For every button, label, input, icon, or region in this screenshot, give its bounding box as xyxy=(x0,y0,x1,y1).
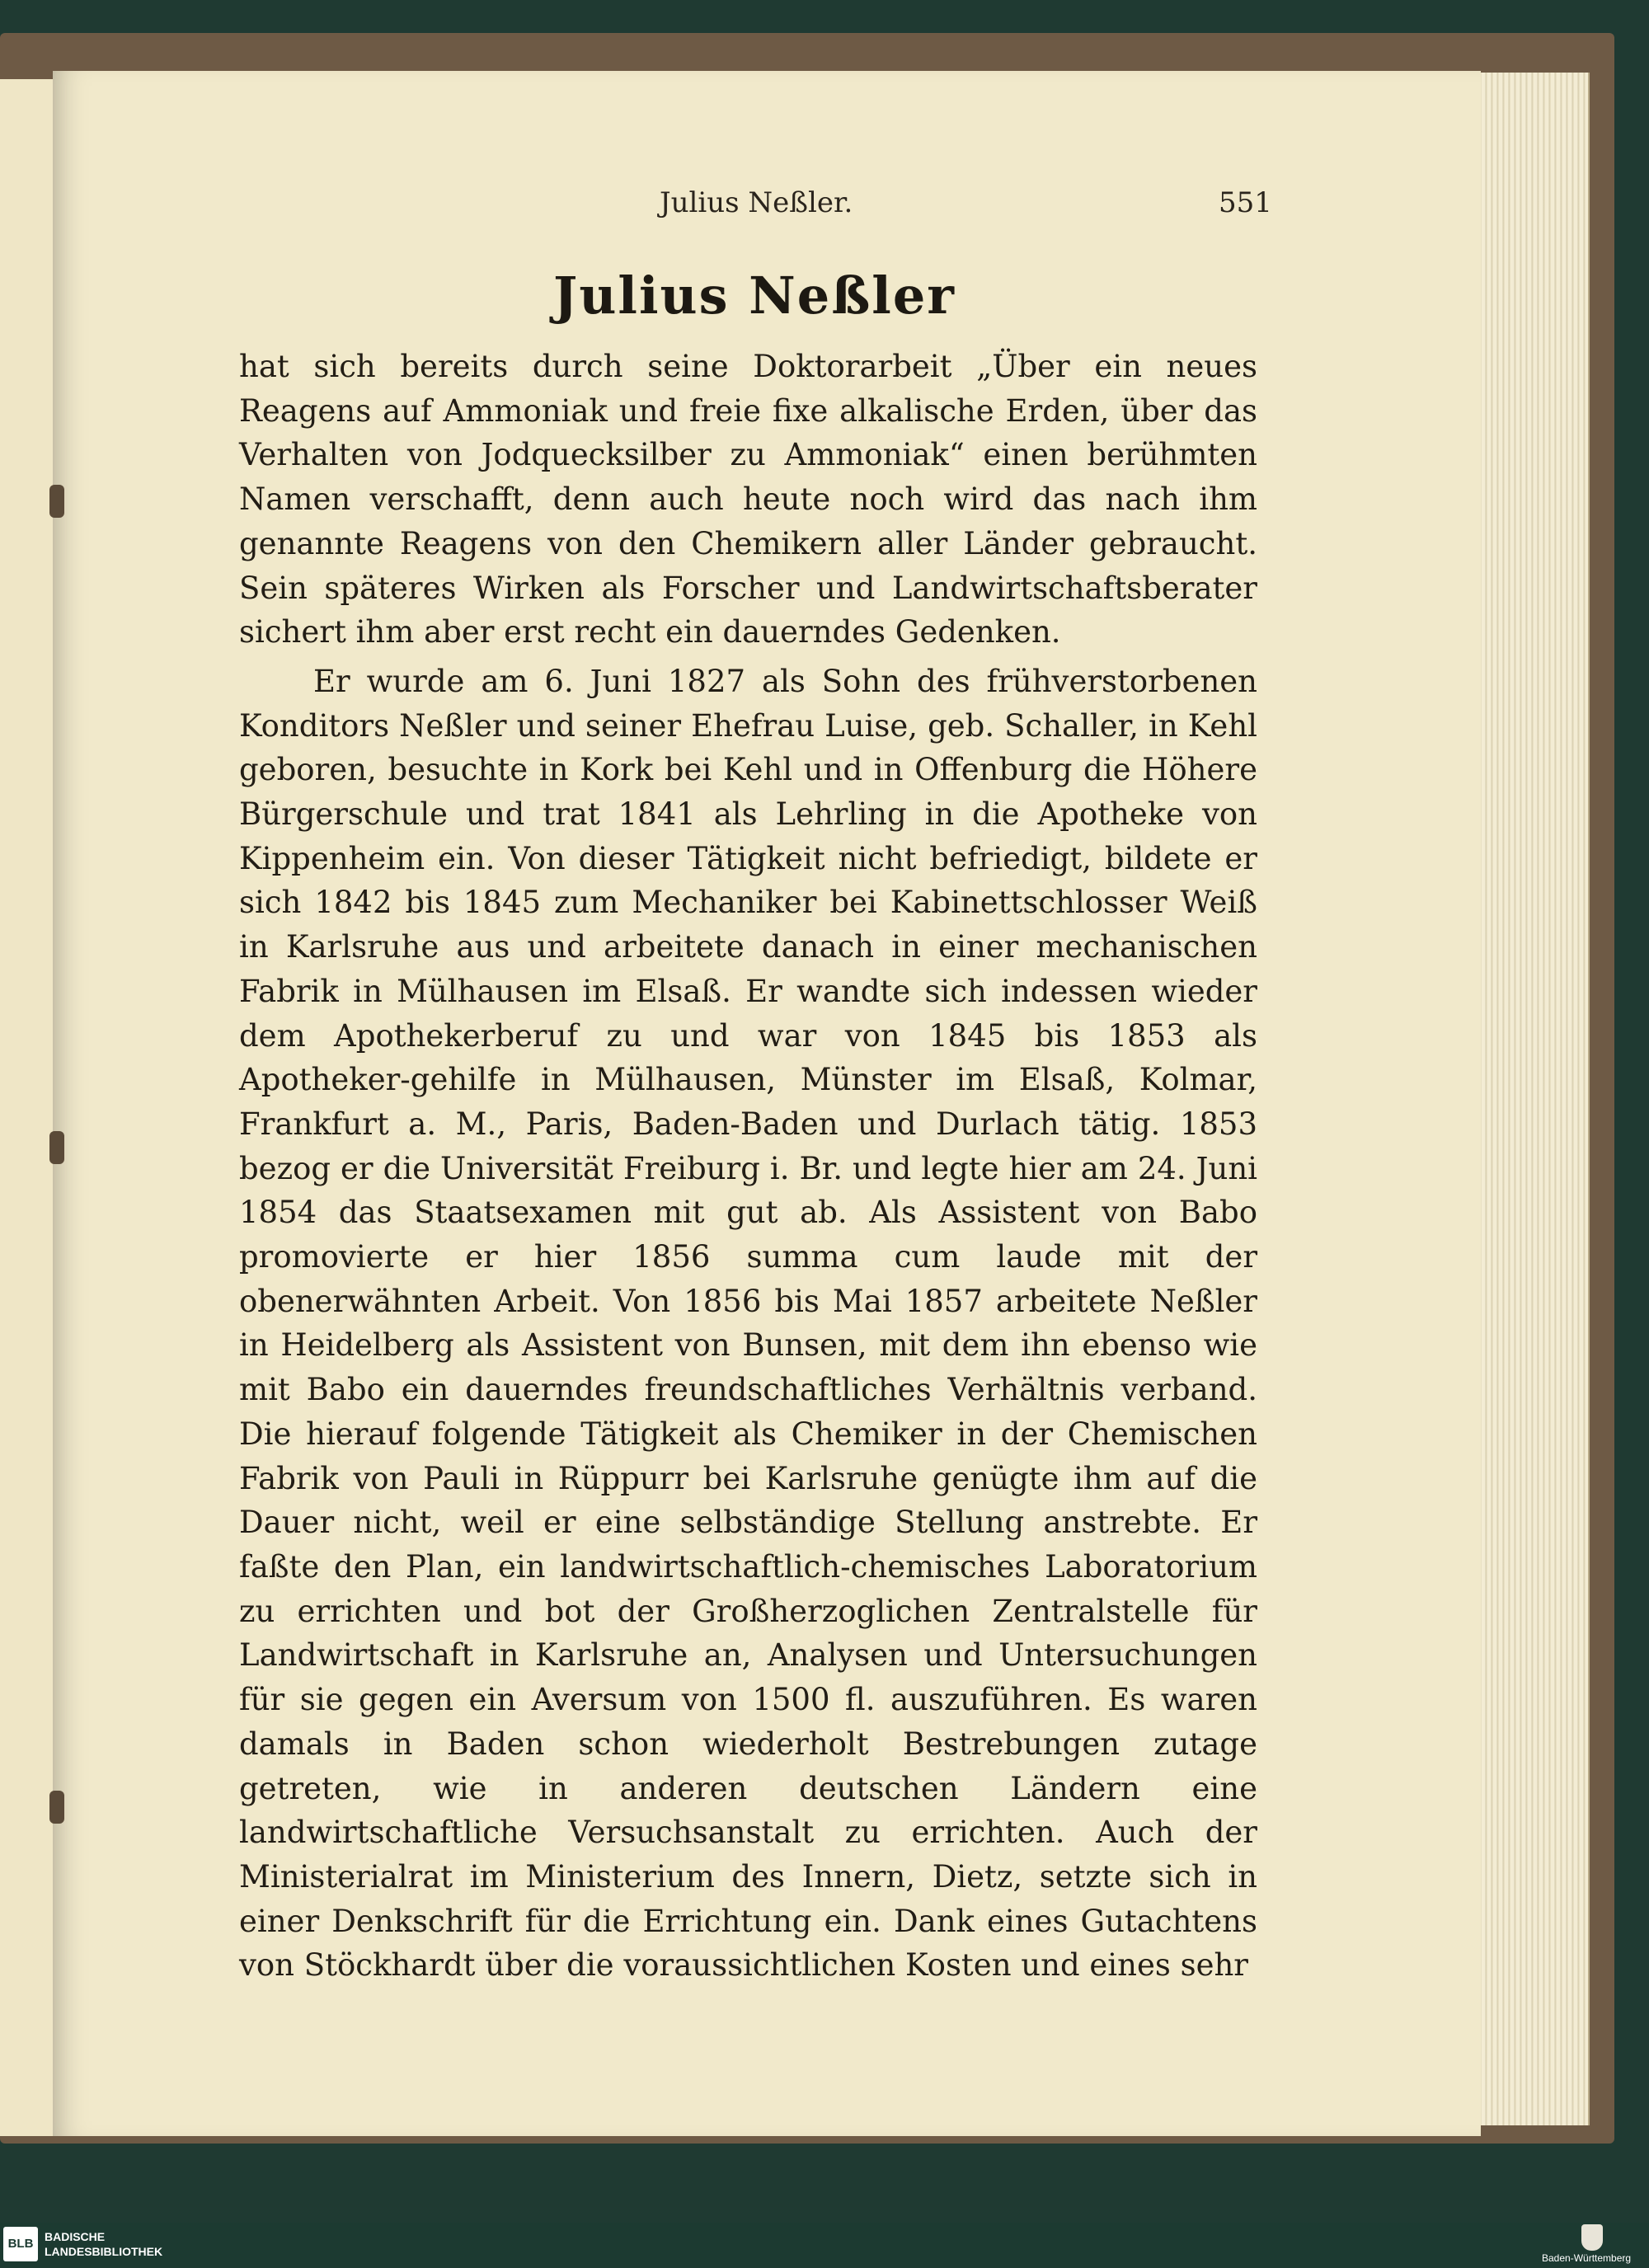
running-head xyxy=(0,186,1649,228)
running-title: Julius Neßler. xyxy=(660,186,853,219)
library-name-line1: BADISCHE xyxy=(45,2230,106,2243)
library-logo-icon: BLB xyxy=(3,2227,38,2261)
binding-tab-middle xyxy=(49,1131,64,1164)
library-name-line2: LANDESBIBLIOTHEK xyxy=(45,2245,163,2258)
coat-of-arms-icon xyxy=(1581,2224,1603,2251)
footer-bar xyxy=(0,2223,1649,2268)
chapter-title: Julius Neßler xyxy=(553,265,956,326)
binding-tab-top xyxy=(49,485,64,518)
paragraph-2: Er wurde am 6. Juni 1827 als Sohn des frühverstorbenen Konditors Neßler und seiner Ehefrau Luise, geb. Schaller, in Kehl geboren, besuchte in Kork bei Kehl und in Offenburg die Höhere Bürgerschule und trat 1841 als Lehrling in die Apotheke von Kippenheim ein. Von dieser Tätigkeit nicht befriedigt, bildete er sich 1842 bis 1845 zum Mechaniker bei Kabinettschlosser Weiß in Karlsruhe aus und arbeitete danach in einer mechanischen Fabrik in Mülhausen im Elsaß. Er wandte sich indessen wieder dem Apothekerberuf zu und war von 1845 bis 1853 als Apotheker-gehilfe in Mülhausen, Münster im Elsaß, Kolmar, Frankfurt a. M., Paris, Baden-Baden und Durlach tätig. 1853 bezog er die Universität Freiburg i. Br. und legte hier am 24. Juni 1854 das Staatsexamen mit gut ab. Als Assistent von Babo promovierte er hier 1856 summa cum laude mit der obenerwähnten Arbeit. Von 1856 bis Mai 1857 arbeitete Neßler in Heidelberg als Assistent von Bunsen, mit dem ihn ebenso wie mit Babo ein dauerndes freundschaftliches Verhältnis verband. Die hierauf folgende Tätigkeit als Chemiker in der Chemischen Fabrik von Pauli in Rüppurr bei Karlsruhe genügte ihm auf die Dauer nicht, weil er eine selbständige Stellung anstrebte. Er faßte den Plan, ein landwirtschaftlich-chemisches Laboratorium zu errichten und bot der Großherzoglichen Zentralstelle für Landwirtschaft in Karlsruhe an, Analysen und Untersuchungen für sie gegen ein Aversum von 1500 fl. auszuführen. Es waren damals in Baden schon wiederholt Bestrebungen zutage getreten, wie in anderen deutschen Ländern eine landwirtschaftliche Versuchsanstalt zu errichten. Auch der Ministerialrat im Ministerium des Innern, Dietz, setzte sich in einer Denkschrift für die Errichtung ein. Dank eines Gutachtens von Stöckhardt über die voraussichtlichen Kosten und eines sehr xyxy=(239,663,1257,1984)
body-text xyxy=(239,345,1257,1988)
state-label: Baden-Württemberg xyxy=(1542,2252,1632,2264)
page-edges xyxy=(1464,73,1590,2125)
page-number: 551 xyxy=(1219,186,1272,219)
library-name xyxy=(45,2229,162,2259)
paragraph-1: hat sich bereits durch seine Doktorarbeit „Über ein neues Reagens auf Ammoniak und freie fixe alkalische Erden, über das Verhalten von Jodquecksilber zu Ammoniak“ einen berühmten Namen verschafft, denn auch heute noch wird das nach ihm genannte Reagens von den Chemikern aller Länder gebraucht. Sein späteres Wirken als Forscher und Landwirtschaftsberater sichert ihm aber erst recht ein dauerndes Gedenken. xyxy=(239,349,1257,650)
binding-tab-bottom xyxy=(49,1791,64,1824)
